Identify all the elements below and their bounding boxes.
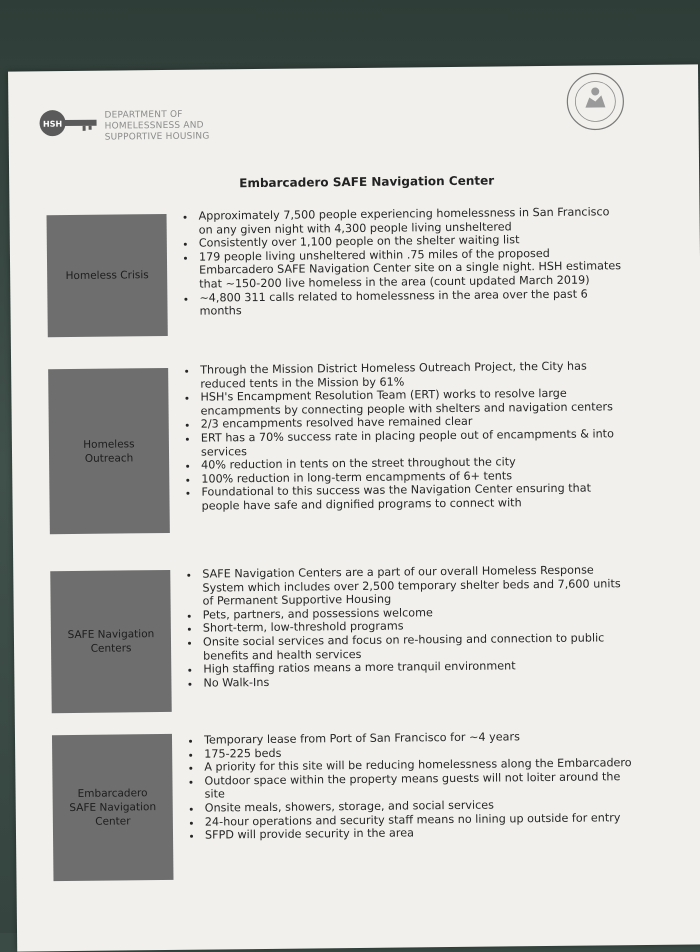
bullet-item: • A priority for this site will be reducing homelessness along the Embarcadero [202, 756, 632, 774]
bullet-item: • 175-225 beds [202, 743, 632, 761]
department-line: SUPPORTIVE HOUSING [104, 131, 210, 143]
section-label-safe-navigation-centers [50, 570, 171, 713]
bullet-item: • High staffing ratios means a more tranquil environment [201, 658, 631, 676]
city-county-seal-icon [565, 71, 626, 132]
section-label-line: Embarcadero [77, 787, 148, 800]
hsh-key-logo-icon [38, 109, 98, 138]
bullet-item: • Onsite social services and focus on re-housing and connection to public benefits and health services [201, 631, 631, 663]
section-bullets-homeless-crisis [174, 205, 627, 318]
bullet-item: • ERT has a 70% success rate in placing people out of encampments & into services [199, 427, 629, 459]
bullet-item: • 100% reduction in long-term encampments of 6+ tents [199, 468, 629, 486]
section-bullets-embarcadero-center [180, 729, 633, 842]
logo-text: HSH [42, 119, 63, 129]
section-label-line: Homeless Crisis [65, 269, 149, 283]
bullet-item: • Consistently over 1,100 people on the shelter waiting list [197, 232, 627, 250]
section-label-homeless-crisis [47, 214, 168, 337]
bullet-item: • Pets, partners, and possessions welcome [201, 604, 631, 622]
section-label-line: Center [95, 815, 131, 828]
section-label-line: SAFE Navigation [69, 801, 157, 815]
document-title: Embarcadero SAFE Navigation Center [239, 173, 495, 191]
bullet-item: • Through the Mission District Homeless Outreach Project, the City has reduced tents in the Mission by 61% [198, 359, 628, 391]
bullet-item: • HSH's Encampment Resolution Team (ERT) works to resolve large encampments by connecting people with shelters and navigation centers [198, 386, 628, 418]
section-label-line: Centers [90, 642, 132, 655]
bullet-item: • Foundational to this success was the Navigation Center ensuring that people have safe and dignified programs to connect with [199, 481, 629, 513]
document-page [8, 64, 700, 951]
bullet-item: • SAFE Navigation Centers are a part of our overall Homeless Response System which includes over 2,500 temporary shelter beds and 7,600 units of Permanent Supportive Housing [200, 563, 630, 608]
section-label-homeless-outreach [48, 368, 170, 534]
section-label-line: Outreach [84, 451, 134, 465]
department-line: HOMELESSNESS AND [104, 120, 204, 132]
bullet-item: • Outdoor space within the property means guests will not loiter around the site [202, 770, 632, 802]
bullet-item: • Short-term, low-threshold programs [201, 617, 631, 635]
bullet-item: • 40% reduction in tents on the street throughout the city [199, 454, 629, 472]
bullet-item: • No Walk-Ins [201, 672, 631, 690]
section-bullets-homeless-outreach [176, 359, 630, 513]
bullet-item: • Onsite meals, showers, storage, and social services [203, 797, 633, 815]
bullet-item: • SFPD will provide security in the area [203, 824, 633, 842]
section-label-embarcadero-center [52, 734, 174, 881]
bullet-item: • 179 people living unsheltered within .75 miles of the proposed Embarcadero SAFE Navigation Center site on a single night. HSH estimates that ~150-200 live homeless in the area (count updated March 2019) [197, 246, 627, 291]
bullet-item: • 2/3 encampments resolved have remained clear [199, 414, 629, 432]
department-line: DEPARTMENT OF [104, 109, 183, 121]
bullet-item: • ~4,800 311 calls related to homelessness in the area over the past 6 months [197, 287, 627, 319]
bullet-item: • Temporary lease from Port of San Francisco for ~4 years [202, 729, 632, 747]
department-name [104, 110, 209, 144]
bullet-item: • Approximately 7,500 people experiencing homelessness in San Francisco on any given night with 4,300 people living unsheltered [196, 205, 626, 237]
section-label-line: SAFE Navigation [67, 628, 155, 642]
section-bullets-safe-navigation-centers [178, 563, 631, 690]
bullet-item: • 24-hour operations and security staff means no lining up outside for entry [203, 811, 633, 829]
section-label-line: Homeless [83, 437, 135, 451]
